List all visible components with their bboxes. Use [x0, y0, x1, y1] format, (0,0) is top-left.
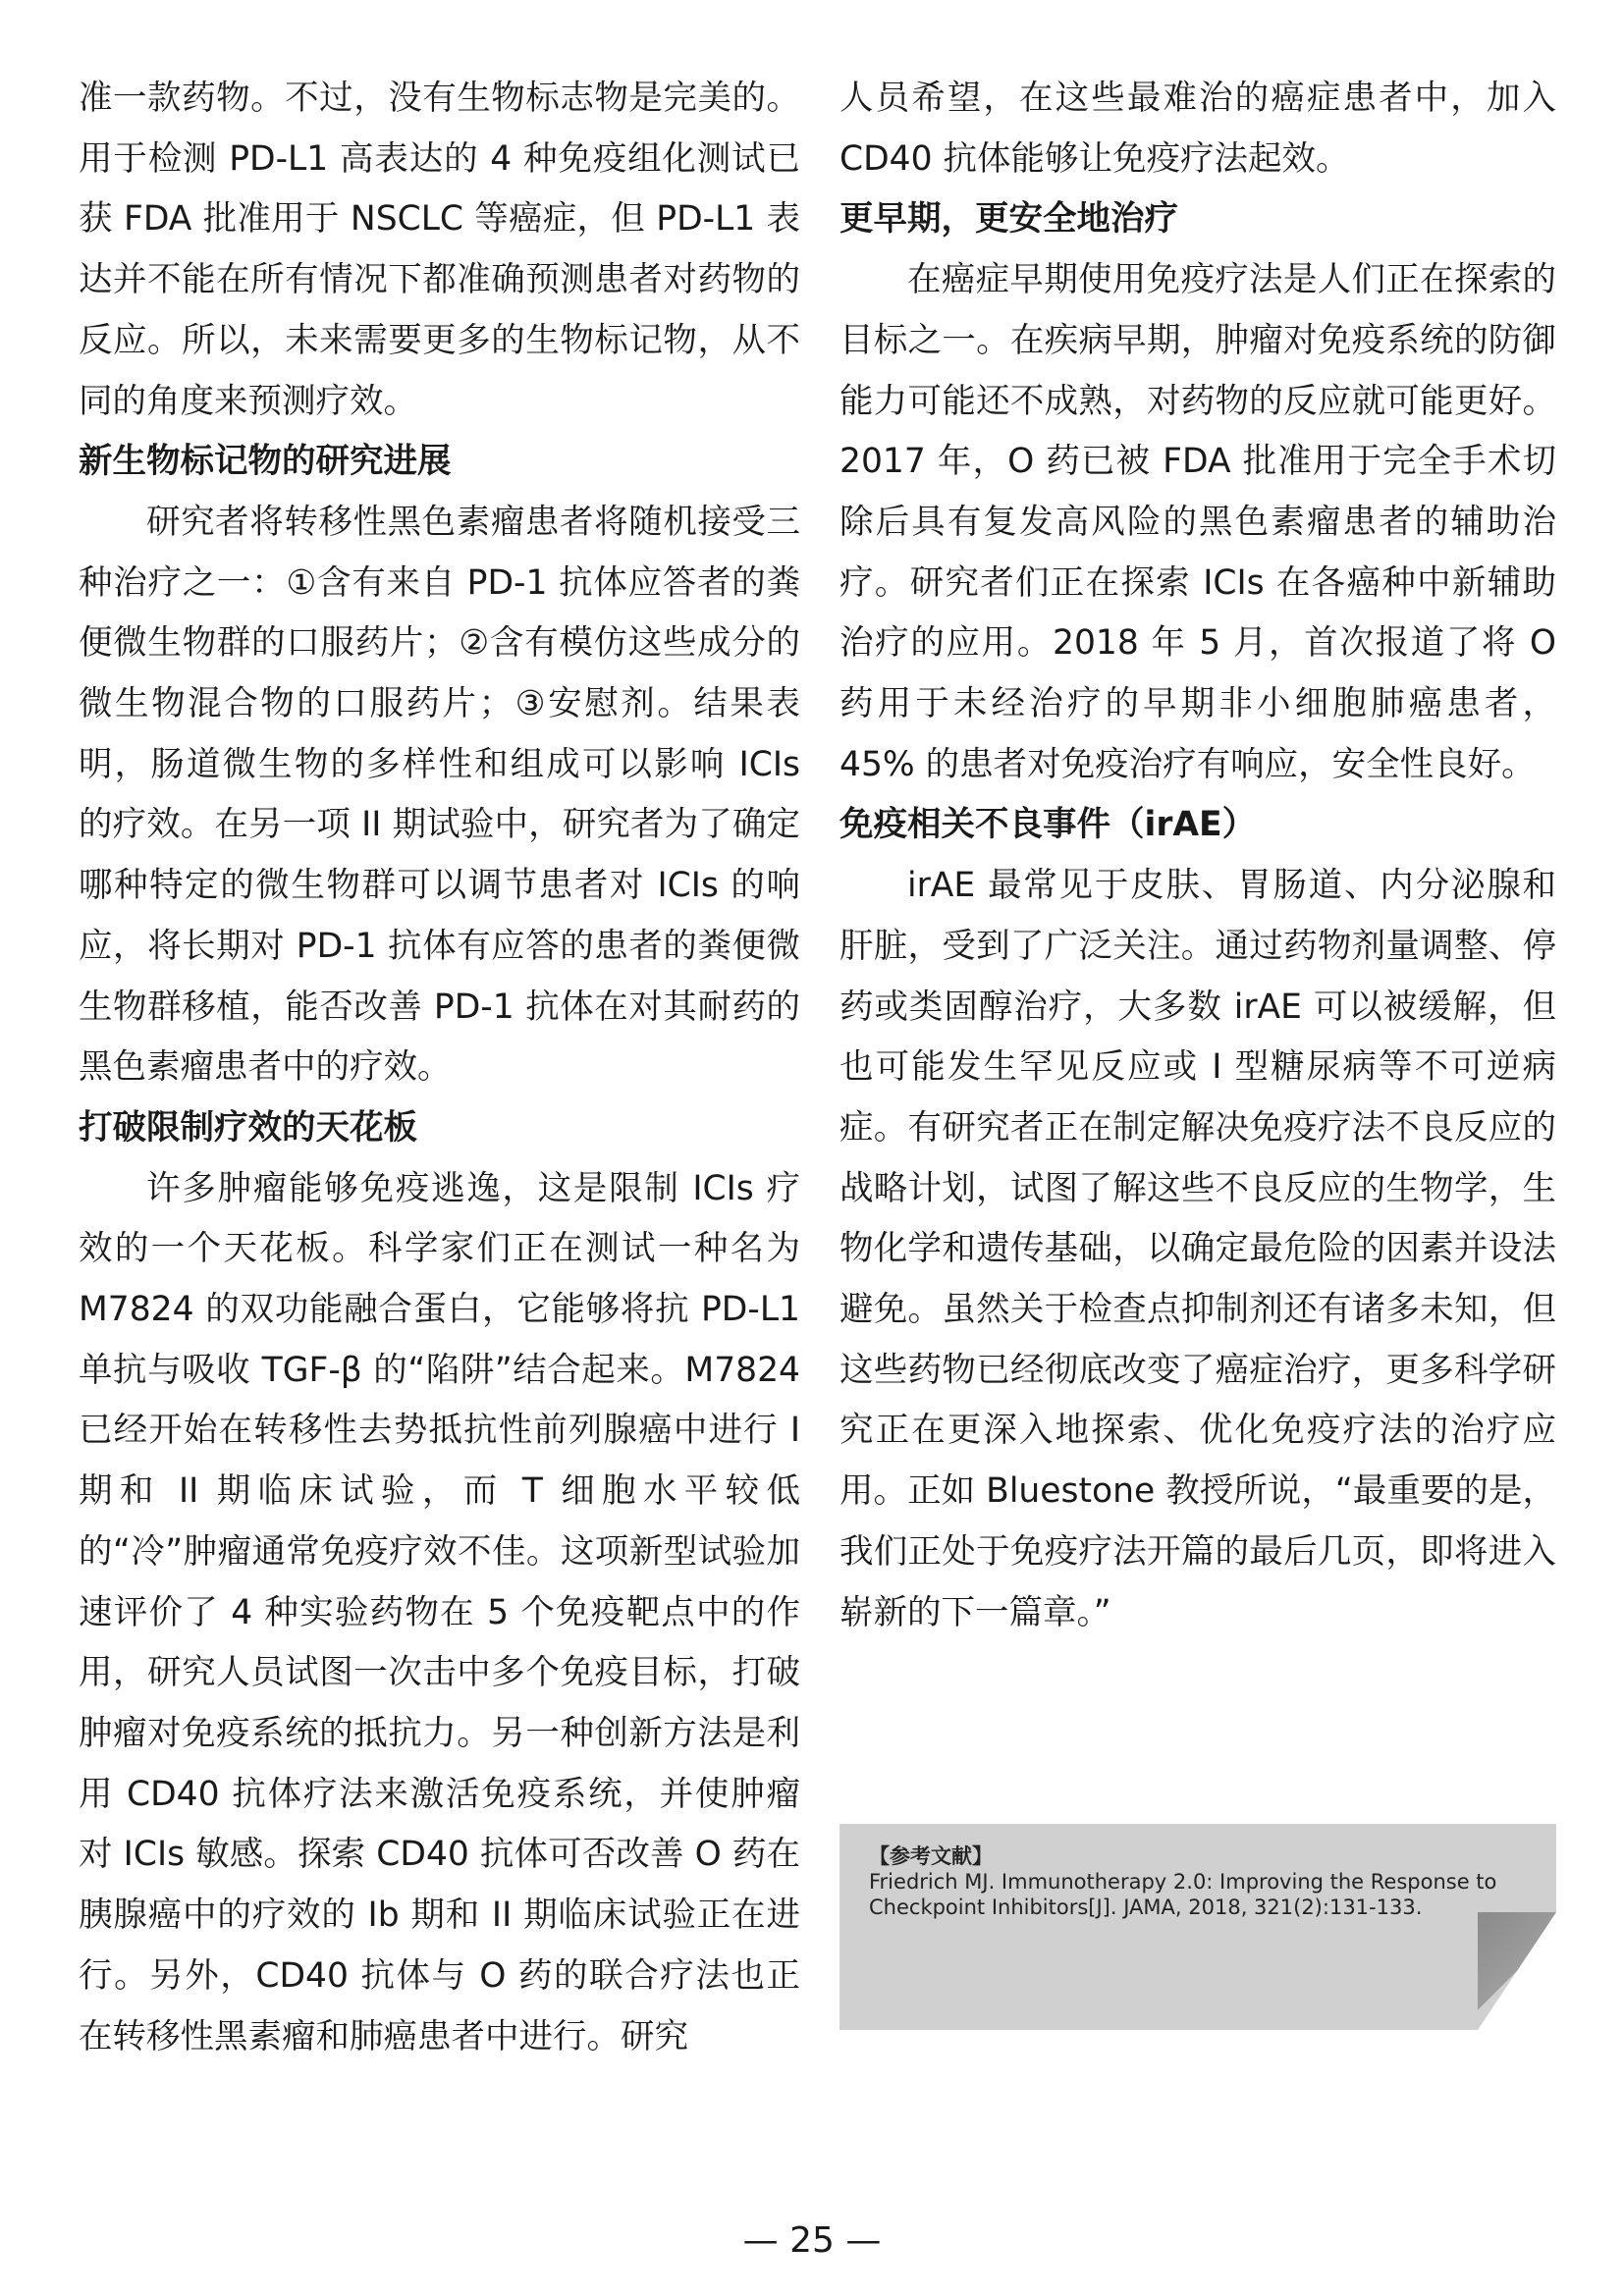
paragraph: 人员希望，在这些最难治的癌症患者中，加入 CD40 抗体能够让免疫疗法起效。 — [839, 79, 1556, 179]
references-title: 【参考文献】 — [869, 1844, 993, 1868]
paragraph: irAE 最常见于皮肤、胃肠道、内分泌腺和肝脏，受到了广泛关注。通过药物剂量调整、停药或类固醇治疗，大多数 irAE 可以被缓解，但也可能发生罕见反应或 I 型糖尿病等不可逆病症。有研究者正在制定解决免疫疗法不良反应的战略计划，试图了解这些不良反应的生物学，生物化学和遗传基础，以确定最危险的因素并设法避免。虽然关于检查点抑制剂还有诸多未知，但这些药物已经彻底改变了癌症治疗，更多科学研究正在更深入地探索、优化免疫疗法的治疗应用。正如 Bluestone 教授所说，“最重要的是，我们正处于免疫疗法开篇的最后几页，即将进入崭新的下一篇章。” — [839, 866, 1556, 1632]
paragraph: 研究者将转移性黑色素瘤患者将随机接受三种治疗之一：①含有来自 PD-1 抗体应答者的粪便微生物群的口服药片；②含有模仿这些成分的微生物混合物的口服药片；③安慰剂。结果表明，肠道微生物的多样性和组成可以影响 ICIs 的疗效。在另一项 II 期试验中，研究者为了确定哪种特定的微生物群可以调节患者对 ICIs 的响应，将长期对 PD-1 抗体有应答的患者的粪便微生物群移植，能否改善 PD-1 抗体在对其耐药的黑色素瘤患者中的疗效。 — [79, 502, 800, 1088]
left-column — [79, 69, 800, 2067]
page-curl-mask — [1478, 1912, 1556, 2030]
reference-line: Checkpoint Inhibitors[J]. JAMA, 2018, 321(2):131-133. — [869, 1896, 1423, 1919]
section-heading: 更早期，更安全地治疗 — [839, 199, 1178, 240]
references-content — [869, 1843, 1497, 1920]
section-heading: 打破限制疗效的天花板 — [79, 1107, 417, 1148]
section-heading: 免疫相关不良事件（irAE） — [839, 805, 1257, 845]
references-box — [839, 1824, 1556, 2030]
paragraph: 准一款药物。不过，没有生物标志物是完美的。用于检测 PD-L1 高表达的 4 种免疫组化测试已获 FDA 批准用于 NSCLC 等癌症，但 PD-L1 表达并不能在所有情况下都准确预测患者对药物的反应。所以，未来需要更多的生物标记物，从不同的角度来预测疗效。 — [79, 79, 800, 421]
right-column — [839, 69, 1556, 1643]
page-number: — 25 — — [742, 2220, 882, 2261]
reference-line: Friedrich MJ. Immunotherapy 2.0: Improving the Response to — [869, 1870, 1497, 1894]
section-heading: 新生物标记物的研究进展 — [79, 442, 452, 482]
paragraph: 在癌症早期使用免疫疗法是人们正在探索的目标之一。在疾病早期，肿瘤对免疫系统的防御能力可能还不成熟，对药物的反应就可能更好。2017 年，O 药已被 FDA 批准用于完全手术切除后具有复发高风险的黑色素瘤患者的辅助治疗。研究者们正在探索 ICIs 在各癌种中新辅助治疗的应用。2018 年 5 月，首次报道了将 O 药用于未经治疗的早期非小细胞肺癌患者，45% 的患者对免疫治疗有响应，安全性良好。 — [839, 260, 1556, 784]
paragraph: 许多肿瘤能够免疫逃逸，这是限制 ICIs 疗效的一个天花板。科学家们正在测试一种名为 M7824 的双功能融合蛋白，它能够将抗 PD-L1 单抗与吸收 TGF-β 的“陷阱”结合起来。M7824 已经开始在转移性去势抵抗性前列腺癌中进行 I 期和 II 期临床试验，而 T 细胞水平较低的“冷”肿瘤通常免疫疗效不佳。这项新型试验加速评价了 4 种实验药物在 5 个免疫靶点中的作用，研究人员试图一次击中多个免疫目标，打破肿瘤对免疫系统的抵抗力。另一种创新方法是利用 CD40 抗体疗法来激活免疫系统，并使肿瘤对 ICIs 敏感。探索 CD40 抗体可否改善 O 药在胰腺癌中的疗效的 Ib 期和 II 期临床试验正在进行。另外，CD40 抗体与 O 药的联合疗法也正在转移性黑素瘤和肺癌患者中进行。研究 — [79, 1168, 800, 2056]
